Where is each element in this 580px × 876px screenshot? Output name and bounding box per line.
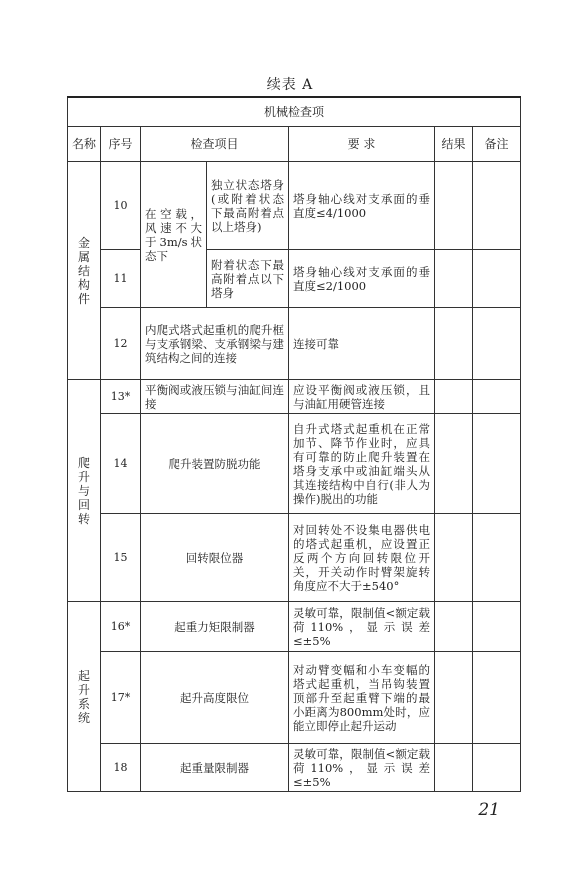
requirement-cell: 灵敏可靠，限制值<额定载荷110%，显示误差≤±5%: [289, 602, 435, 652]
result-cell: [435, 514, 473, 602]
remark-cell: [473, 162, 521, 250]
header-category: 名称: [68, 127, 101, 162]
requirement-cell: 对回转处不设集电器供电的塔式起重机，应设置正反两个方向回转限位开关，开关动作时臂架旋转角度应不大于±540°: [289, 514, 435, 602]
inspection-table: [67, 96, 521, 792]
item-cell: 起升高度限位: [141, 652, 289, 744]
result-cell: [435, 602, 473, 652]
sub-item-cell: 独立状态塔身(或附着状态下最高附着点以上塔身): [207, 162, 289, 250]
result-cell: [435, 250, 473, 308]
header-seq: 序号: [101, 127, 141, 162]
section-banner-row: [68, 97, 521, 127]
remark-cell: [473, 308, 521, 380]
table-row: [68, 162, 521, 250]
item-cell: 平衡阀或液压锁与油缸间连接: [141, 380, 289, 414]
result-cell: [435, 162, 473, 250]
table-row: [68, 744, 521, 792]
seq-cell: 17*: [101, 652, 141, 744]
seq-cell: 16*: [101, 602, 141, 652]
item-cell: 起重力矩限制器: [141, 602, 289, 652]
header-remark: 备注: [473, 127, 521, 162]
requirement-cell: 灵敏可靠，限制值<额定载荷110%，显示误差≤±5%: [289, 744, 435, 792]
table-row: [68, 414, 521, 514]
table-row: [68, 602, 521, 652]
seq-cell: 11: [101, 250, 141, 308]
table-row: [68, 308, 521, 380]
remark-cell: [473, 380, 521, 414]
remark-cell: [473, 414, 521, 514]
sub-item-cell: 附着状态下最高附着点以下塔身: [207, 250, 289, 308]
category-hoist: 起 升 系 统: [68, 602, 101, 792]
seq-cell: 13*: [101, 380, 141, 414]
result-cell: [435, 652, 473, 744]
seq-cell: 12: [101, 308, 141, 380]
condition-cell: 在空载，风速不大于3m/s状态下: [141, 162, 207, 308]
seq-cell: 18: [101, 744, 141, 792]
item-cell: 回转限位器: [141, 514, 289, 602]
requirement-cell: 塔身轴心线对支承面的垂直度≤2/1000: [289, 250, 435, 308]
requirement-cell: 自升式塔式起重机在正常加节、降节作业时，应具有可靠的防止爬升装置在塔身支承中或油缸端头从其连接结构中自行(非人为操作)脱出的功能: [289, 414, 435, 514]
remark-cell: [473, 744, 521, 792]
requirement-cell: 对动臂变幅和小车变幅的塔式起重机，当吊钩装置顶部升至起重臂下端的最小距离为800mm处时，应能立即停止起升运动: [289, 652, 435, 744]
item-cell: 起重量限制器: [141, 744, 289, 792]
header-item: 检查项目: [141, 127, 289, 162]
table-row: [68, 514, 521, 602]
result-cell: [435, 414, 473, 514]
category-metal: 金 属 结 构 件: [68, 162, 101, 380]
table-row: [68, 652, 521, 744]
remark-cell: [473, 602, 521, 652]
header-requirement: 要 求: [289, 127, 435, 162]
category-climb: 爬 升 与 回 转: [68, 380, 101, 602]
remark-cell: [473, 514, 521, 602]
remark-cell: [473, 250, 521, 308]
table-caption: 续表 A: [266, 77, 314, 93]
item-cell: 内爬式塔式起重机的爬升框与支承钢梁、支承钢梁与建筑结构之间的连接: [141, 308, 289, 380]
table-row: [68, 250, 521, 308]
result-cell: [435, 744, 473, 792]
seq-cell: 14: [101, 414, 141, 514]
seq-cell: 15: [101, 514, 141, 602]
remark-cell: [473, 652, 521, 744]
header-row: [68, 127, 521, 162]
requirement-cell: 塔身轴心线对支承面的垂直度≤4/1000: [289, 162, 435, 250]
table-row: [68, 380, 521, 414]
requirement-cell: 应设平衡阀或液压锁，且与油缸用硬管连接: [289, 380, 435, 414]
seq-cell: 10: [101, 162, 141, 250]
header-result: 结果: [435, 127, 473, 162]
item-cell: 爬升装置防脱功能: [141, 414, 289, 514]
result-cell: [435, 380, 473, 414]
requirement-cell: 连接可靠: [289, 308, 435, 380]
section-title: 机械检查项: [68, 97, 521, 127]
result-cell: [435, 308, 473, 380]
page-number: 21: [478, 800, 500, 820]
